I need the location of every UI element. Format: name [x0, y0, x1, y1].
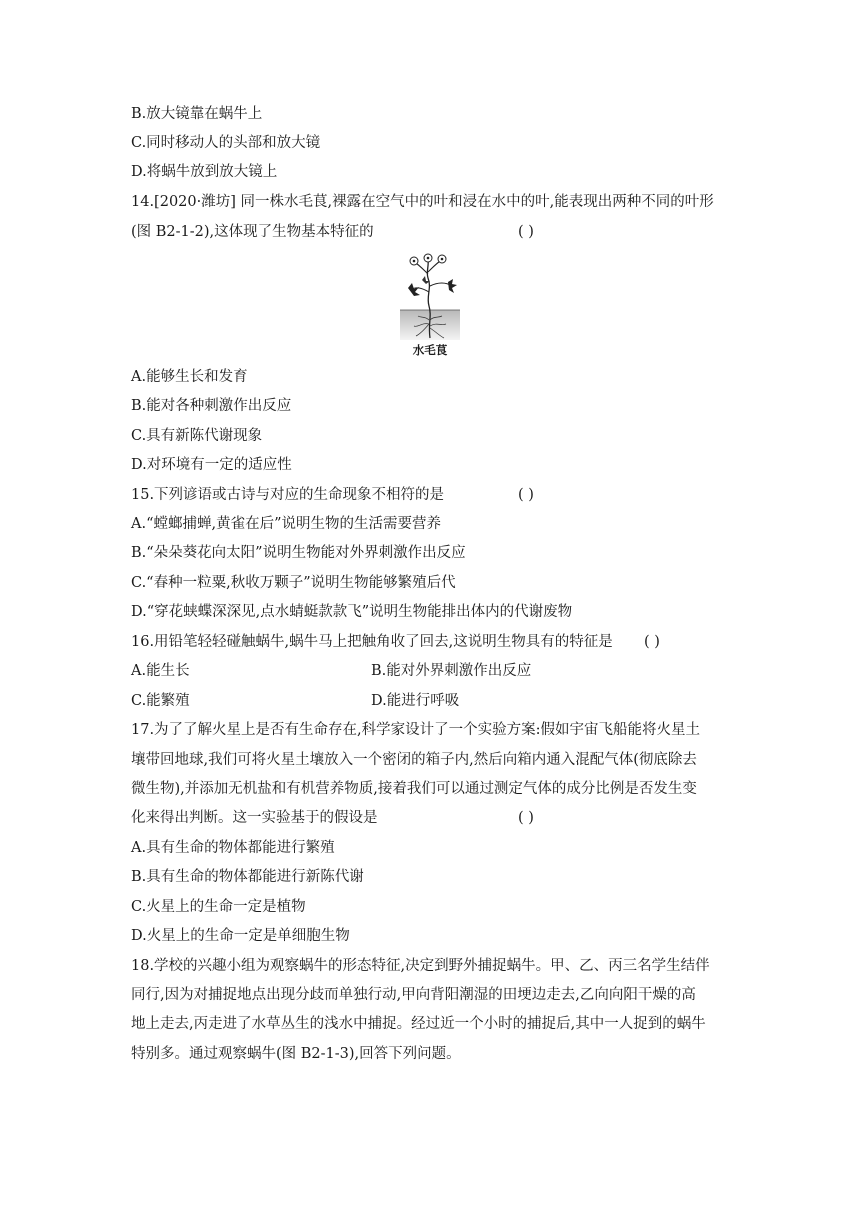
q14-answer-bracket: ( ) — [518, 224, 534, 240]
q16-option-d: D.能进行呼吸 — [371, 693, 460, 709]
q13-option-c: C.同时移动人的头部和放大镜 — [131, 135, 321, 151]
q17-stem-line1: 17.为了了解火星上是否有生命存在,科学家设计了一个实验方案:假如宇宙飞船能将火星土 — [131, 722, 701, 738]
q17-option-d: D.火星上的生命一定是单细胞生物 — [131, 928, 350, 944]
q15-option-c: C.“春种一粒粟,秋收万颗子”说明生物能够繁殖后代 — [131, 575, 456, 591]
q14-option-d: D.对环境有一定的适应性 — [131, 457, 292, 473]
q17-stem-line2: 壤带回地球,我们可将火星土壤放入一个密闭的箱子内,然后向箱内通入混配气体(彻底除去 — [131, 752, 697, 768]
q14-option-c: C.具有新陈代谢现象 — [131, 428, 263, 444]
q18-stem-line1: 18.学校的兴趣小组为观察蜗牛的形态特征,决定到野外捕捉蜗牛。甲、乙、丙三名学生结伴 — [131, 958, 710, 974]
water-buttercup-illustration — [398, 252, 462, 342]
q14-option-a: A.能够生长和发育 — [131, 369, 248, 385]
q17-answer-bracket: ( ) — [518, 810, 534, 826]
figure-caption: 水毛茛 — [412, 343, 448, 357]
q13-option-b: B.放大镜靠在蜗牛上 — [131, 106, 263, 122]
q15-option-b: B.“朵朵葵花向太阳”说明生物能对外界刺激作出反应 — [131, 545, 466, 561]
q15-option-d: D.“穿花蛱蝶深深见,点水蜻蜓款款飞”说明生物能排出体内的代谢废物 — [131, 604, 573, 620]
q14-stem-line2: (图 B2-1-2),这体现了生物基本特征的 — [131, 224, 374, 240]
q16-option-b: B.能对外界刺激作出反应 — [371, 663, 532, 679]
q14-option-b: B.能对各种刺激作出反应 — [131, 398, 292, 414]
q17-stem-line4: 化来得出判断。这一实验基于的假设是 — [131, 810, 378, 826]
q15-answer-bracket: ( ) — [518, 487, 534, 503]
q17-option-c: C.火星上的生命一定是植物 — [131, 899, 306, 915]
q16-option-c: C.能繁殖 — [131, 693, 190, 709]
q16-answer-bracket: ( ) — [644, 634, 660, 650]
q16-option-a: A.能生长 — [131, 663, 190, 679]
q17-stem-line3: 微生物),并添加无机盐和有机营养物质,接着我们可以通过测定气体的成分比例是否发生变 — [131, 781, 697, 797]
water-buttercup-figure — [398, 252, 462, 342]
q13-option-d: D.将蜗牛放到放大镜上 — [131, 164, 278, 180]
q18-stem-line3: 地上走去,丙走进了水草丛生的浅水中捕捉。经过近一个小时的捕捉后,其中一人捉到的蜗牛 — [131, 1016, 706, 1032]
q18-stem-line4: 特别多。通过观察蜗牛(图 B2-1-3),回答下列问题。 — [131, 1046, 461, 1062]
q15-stem: 15.下列谚语或古诗与对应的生命现象不相符的是 — [131, 487, 445, 503]
q17-option-a: A.具有生命的物体都能进行繁殖 — [131, 840, 335, 856]
q18-stem-line2: 同行,因为对捕捉地点出现分歧而单独行动,甲向背阳潮湿的田埂边走去,乙向向阳干燥的高 — [131, 987, 696, 1003]
q17-option-b: B.具有生命的物体都能进行新陈代谢 — [131, 869, 364, 885]
q14-stem-line1: 14.[2020·潍坊] 同一株水毛茛,裸露在空气中的叶和浸在水中的叶,能表现出两种不同的叶形 — [131, 194, 714, 210]
q16-stem: 16.用铅笔轻轻碰触蜗牛,蜗牛马上把触角收了回去,这说明生物具有的特征是 — [131, 634, 613, 650]
q15-option-a: A.“螳螂捕蝉,黄雀在后”说明生物的生活需要营养 — [131, 516, 442, 532]
